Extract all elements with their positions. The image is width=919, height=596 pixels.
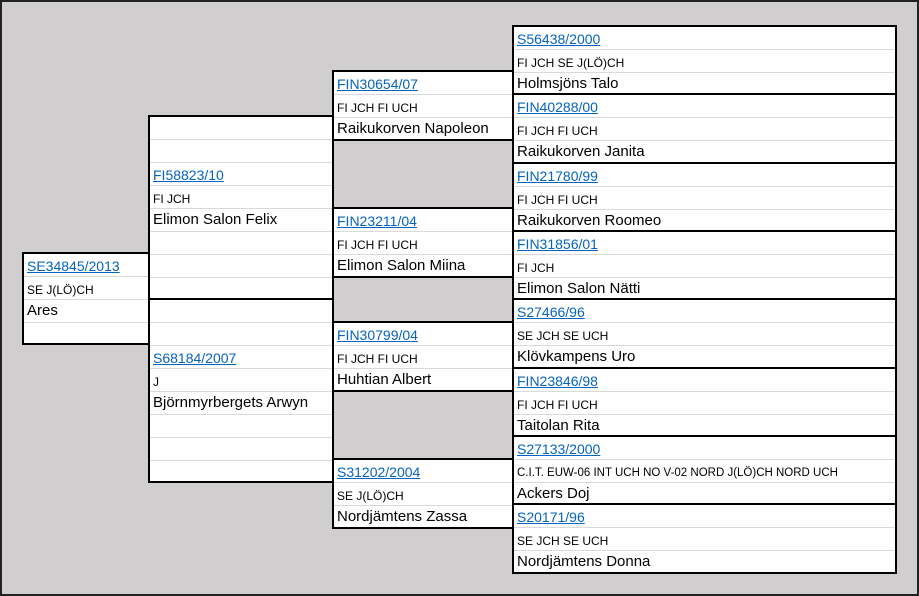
great-grandparent-registration-link[interactable]: FIN21780/99 [514, 164, 895, 187]
grandparent-titles: SE J(LÖ)CH [334, 483, 513, 506]
grandparent-name: Nordjämtens Zassa [337, 508, 468, 525]
great-grandparent-titles: FI JCH FI UCH [514, 392, 895, 415]
grandparent-registration-link[interactable]: FIN30799/04 [334, 323, 513, 346]
dam-registration-link[interactable]: S68184/2007 [150, 346, 332, 369]
great-grandparent-box [512, 162, 897, 233]
great-grandparent-titles: C.I.T. EUW-06 INT UCH NO V-02 NORD J(LÖ)CH NORD UCH [514, 460, 895, 483]
great-grandparent-name: Ackers Doj [517, 485, 590, 502]
grandparent-name: Elimon Salon Miina [337, 257, 466, 274]
sire-box [148, 115, 334, 301]
grandparent-name: Huhtian Albert [337, 371, 432, 388]
great-grandparent-box [512, 25, 897, 96]
great-grandparent-titles: FI JCH FI UCH [514, 187, 895, 210]
empty-row [24, 323, 148, 346]
great-grandparent-titles: SE JCH SE UCH [514, 528, 895, 551]
great-grandparent-name: Klövkampens Uro [517, 348, 636, 365]
great-grandparent-titles: FI JCH [514, 255, 895, 278]
great-grandparent-box [512, 367, 897, 438]
empty-row [150, 438, 332, 461]
great-grandparent-box [512, 230, 897, 301]
great-grandparent-registration-link[interactable]: FIN23846/98 [514, 369, 895, 392]
great-grandparent-registration-link[interactable]: FIN31856/01 [514, 232, 895, 255]
great-grandparent-name: Nordjämtens Donna [517, 553, 651, 570]
sire-name: Elimon Salon Felix [150, 209, 332, 232]
great-grandparent-titles: FI JCH FI UCH [514, 118, 895, 141]
great-grandparent-name: Taitolan Rita [517, 417, 600, 434]
great-grandparent-titles: FI JCH SE J(LÖ)CH [514, 50, 895, 73]
empty-row [150, 232, 332, 255]
subject-name: Ares [24, 300, 148, 323]
sire-registration-link[interactable]: FI58823/10 [150, 163, 332, 186]
grandparent-registration-link[interactable]: S31202/2004 [334, 460, 513, 483]
great-grandparent-registration-link[interactable]: S20171/96 [514, 505, 895, 528]
dam-name: Björnmyrbergets Arwyn [150, 392, 332, 415]
great-grandparent-registration-link[interactable]: S27133/2000 [514, 437, 895, 460]
great-grandparent-registration-link[interactable]: S56438/2000 [514, 27, 895, 50]
great-grandparent-name: Holmsjöns Talo [517, 75, 619, 92]
great-grandparent-name: Raikukorven Roomeo [517, 212, 662, 229]
grandparent-box [332, 458, 515, 529]
great-grandparent-box [512, 503, 897, 574]
subject-titles: SE J(LÖ)CH [24, 277, 148, 300]
grandparent-titles: FI JCH FI UCH [334, 232, 513, 255]
grandparent-box [332, 321, 515, 392]
grandparent-titles: FI JCH FI UCH [334, 95, 513, 118]
grandparent-box [332, 70, 515, 141]
empty-row [150, 415, 332, 438]
subject-box [22, 252, 150, 345]
grandparent-titles: FI JCH FI UCH [334, 346, 513, 369]
grandparent-registration-link[interactable]: FIN23211/04 [334, 209, 513, 232]
empty-row [150, 323, 332, 346]
empty-row [150, 140, 332, 163]
great-grandparent-titles: SE JCH SE UCH [514, 323, 895, 346]
great-grandparent-box [512, 435, 897, 506]
grandparent-box [332, 207, 515, 278]
empty-row [150, 461, 332, 484]
dam-box [148, 298, 334, 483]
great-grandparent-name: Raikukorven Janita [517, 143, 645, 160]
great-grandparent-name: Elimon Salon Nätti [517, 280, 641, 297]
grandparent-registration-link[interactable]: FIN30654/07 [334, 72, 513, 95]
dam-titles: J [150, 369, 332, 392]
empty-row [150, 117, 332, 140]
great-grandparent-registration-link[interactable]: FIN40288/00 [514, 95, 895, 118]
sire-titles: FI JCH [150, 186, 332, 209]
great-grandparent-box [512, 93, 897, 164]
empty-row [150, 300, 332, 323]
great-grandparent-box [512, 298, 897, 369]
great-grandparent-registration-link[interactable]: S27466/96 [514, 300, 895, 323]
subject-registration-link[interactable]: SE34845/2013 [24, 254, 148, 277]
empty-row [150, 255, 332, 278]
grandparent-name: Raikukorven Napoleon [337, 120, 489, 137]
